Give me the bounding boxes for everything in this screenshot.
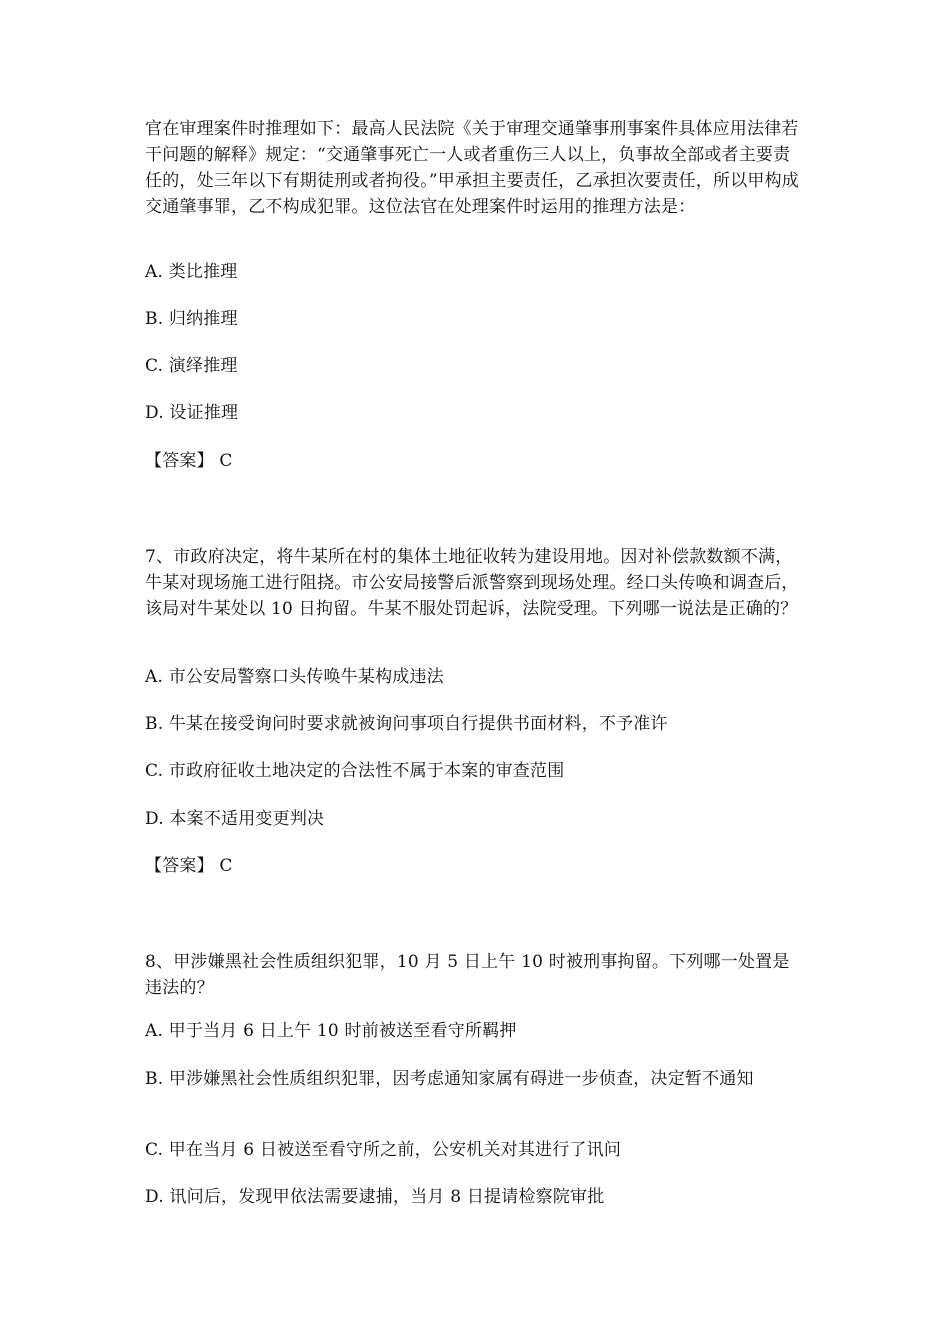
question-6-stem: 官在审理案件时推理如下：最高人民法院《关于审理交通肇事刑事案件具体应用法律若干问题的解释》规定：“交通肇事死亡一人或者重伤三人以上，负事故全部或者主要责任的，处三年以下有期徒刑或者拘役。”甲承担主要责任，乙承担次要责任，所以甲构成交通肇事罪，乙不构成犯罪。这位法官在处理案件时运用的推理方法是： — [145, 119, 799, 217]
question-7-option-b: B. 牛某在接受询问时要求就被询问事项自行提供书面材料，不予准许 — [145, 714, 668, 734]
question-8-option-a: A. 甲于当月 6 日上午 10 时前被送至看守所羁押 — [145, 1021, 517, 1041]
question-6-option-b: B. 归纳推理 — [145, 309, 238, 329]
question-8-option-d: D. 讯问后，发现甲依法需要逮捕，当月 8 日提请检察院审批 — [145, 1187, 605, 1207]
question-7-stem: 7、市政府决定，将牛某所在村的集体土地征收转为建设用地。因对补偿款数额不满，牛某对现场施工进行阻挠。市公安局接警后派警察到现场处理。经口头传唤和调查后，该局对牛某处以 10 日拘留。牛某不服处罚起诉，法院受理。下列哪一说法是正确的？ — [145, 547, 799, 619]
question-6-answer: 【答案】 C — [145, 451, 233, 471]
question-8-stem: 8、甲涉嫌黑社会性质组织犯罪，10 月 5 日上午 10 时被刑事拘留。下列哪一处置是违法的？ — [145, 952, 790, 998]
question-7-answer: 【答案】 C — [145, 856, 233, 876]
question-7-option-a: A. 市公安局警察口头传唤牛某构成违法 — [145, 667, 444, 687]
question-6-option-d: D. 设证推理 — [145, 403, 239, 423]
question-6-option-a: A. 类比推理 — [145, 262, 238, 282]
question-6-option-c: C. 演绎推理 — [145, 356, 238, 376]
question-8-option-b: B. 甲涉嫌黑社会性质组织犯罪，因考虑通知家属有碍进一步侦查，决定暂不通知 — [145, 1069, 754, 1089]
question-8-option-c: C. 甲在当月 6 日被送至看守所之前，公安机关对其进行了讯问 — [145, 1140, 622, 1160]
question-7-option-d: D. 本案不适用变更判决 — [145, 809, 325, 829]
question-7-option-c: C. 市政府征收土地决定的合法性不属于本案的审查范围 — [145, 761, 565, 781]
